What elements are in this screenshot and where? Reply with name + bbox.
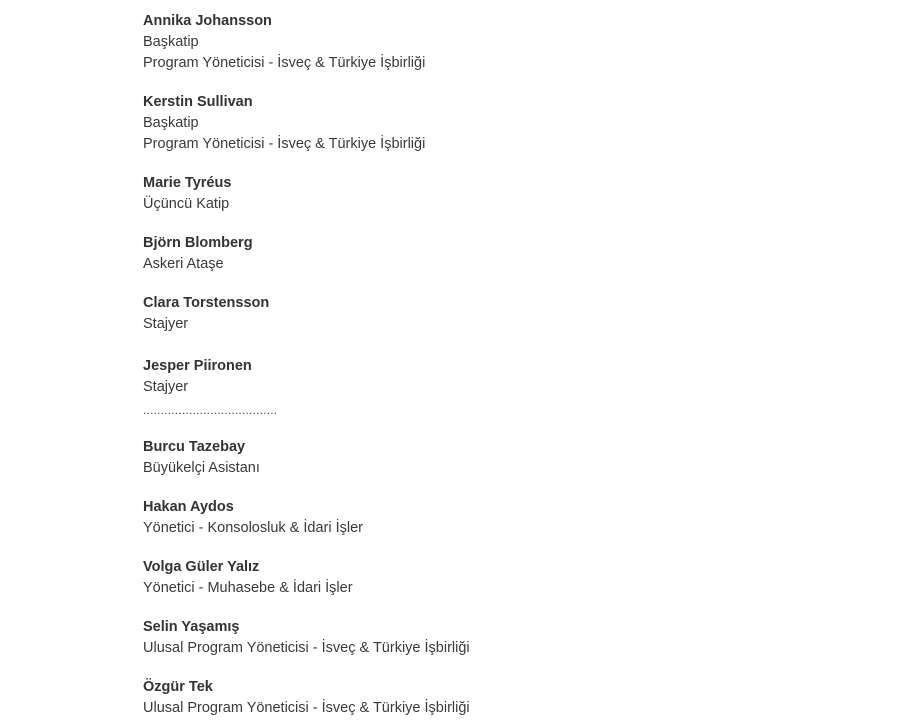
staff-name: Clara Torstensson [143, 295, 270, 311]
staff-title: Başkatip [143, 115, 199, 131]
staff-name: Björn Blomberg [143, 235, 253, 251]
staff-entry [143, 11, 843, 74]
staff-title: Stajyer [143, 316, 189, 332]
staff-name: Özgür Tek [143, 679, 213, 695]
staff-entry [143, 293, 843, 335]
staff-name: Volga Güler Yalız [143, 559, 260, 575]
dotted-separator: ...................................... [143, 403, 278, 417]
staff-name: Selin Yaşamış [143, 619, 240, 635]
staff-name: Kerstin Sullivan [143, 94, 253, 110]
staff-name: Jesper Piironen [143, 358, 252, 374]
staff-name: Marie Tyréus [143, 175, 232, 191]
staff-role: Program Yöneticisi - İsveç & Türkiye İşbirliği [143, 55, 426, 71]
staff-title: Ulusal Program Yöneticisi - İsveç & Türkiye İşbirliği [143, 640, 470, 656]
staff-title: Yönetici - Muhasebe & İdari İşler [143, 580, 353, 596]
staff-title: Askeri Ataşe [143, 256, 224, 272]
staff-entry [143, 557, 843, 599]
staff-title: Yönetici - Konsolosluk & İdari İşler [143, 520, 364, 536]
staff-entry [143, 617, 843, 659]
staff-entry [143, 92, 843, 155]
staff-entry [143, 497, 843, 539]
staff-title: Ulusal Program Yöneticisi - İsveç & Türkiye İşbirliği [143, 700, 470, 716]
staff-title: Başkatip [143, 34, 199, 50]
staff-entry [143, 173, 843, 215]
staff-entry [143, 356, 843, 398]
staff-entry [143, 677, 843, 719]
staff-role: Program Yöneticisi - İsveç & Türkiye İşbirliği [143, 136, 426, 152]
staff-name: Hakan Aydos [143, 499, 234, 515]
staff-entry [143, 437, 843, 479]
staff-name: Annika Johansson [143, 13, 272, 29]
staff-title: Stajyer [143, 379, 189, 395]
staff-title: Üçüncü Katip [143, 196, 230, 212]
staff-name: Burcu Tazebay [143, 439, 246, 455]
staff-entry [143, 233, 843, 275]
staff-title: Büyükelçi Asistanı [143, 460, 260, 476]
